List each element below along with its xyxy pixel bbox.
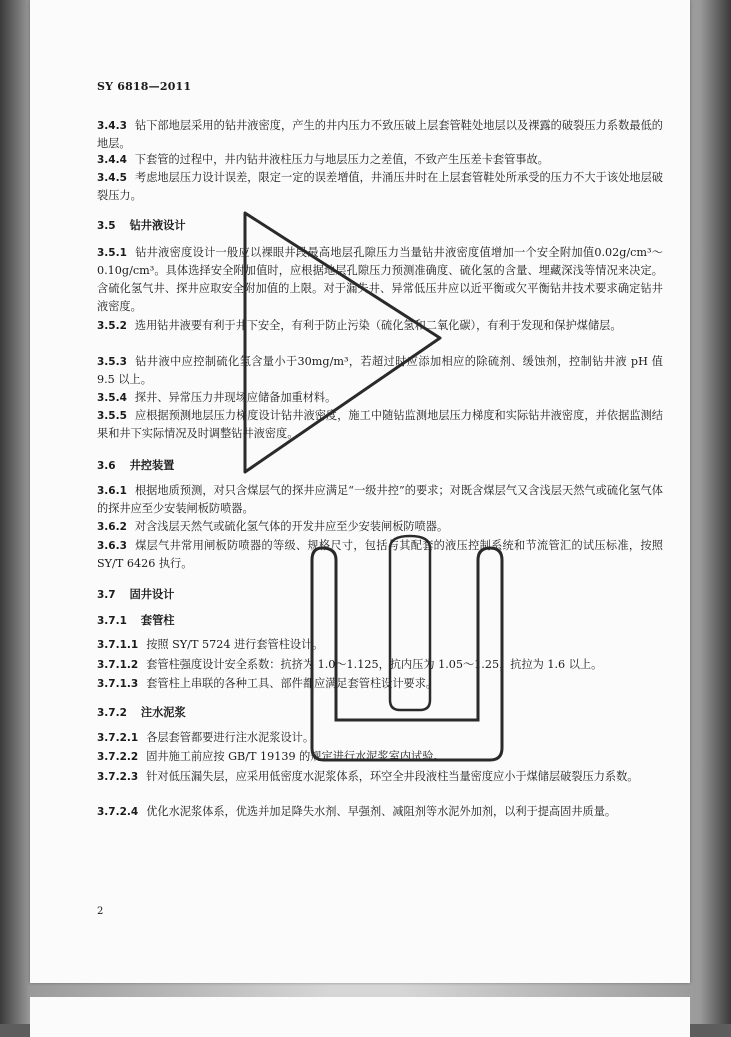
clause-3-7-2-2 [97,748,663,766]
clause-text: 固井施工前应按 GB/T 19139 的规定进行水泥浆室内试验。 [146,750,445,763]
clause-3-6-1 [97,482,663,518]
clause-3-5-3 [97,353,663,389]
clause-text: 对含浅层天然气或硫化氢气体的开发井应至少安装闸板防喷器。 [134,520,449,533]
clause-3-4-5 [97,169,663,205]
clause-text: 钻井液中应控制硫化氢含量小于30mg/m³，若超过时应添加相应的除硫剂、缓蚀剂，控制钻井液 pH 值 9.5 以上。 [97,355,663,386]
clause-number: 3.7.2.2 [97,751,139,763]
clause-number: 3.4.3 [97,120,127,132]
clause-number: 3.5.2 [97,320,127,332]
clause-text: 优化水泥浆体系，优选并加足降失水剂、早强剂、减阻剂等水泥外加剂，以利于提高固井质量。 [146,805,617,818]
clause-3-7-2-4 [97,803,663,821]
clause-number: 3.5.4 [97,392,127,404]
clause-number: 3.5.1 [97,247,127,259]
clause-3-7-2-1 [97,729,663,747]
document-page[interactable] [30,0,690,983]
clause-number: 3.6.1 [97,485,127,497]
clause-number: 3.6.3 [97,540,127,552]
clause-text: 煤层气井常用闸板防喷器的等级、规格尺寸，包括与其配套的液压控制系统和节流管汇的试压标准，按照 SY/T 6426 执行。 [97,539,663,570]
clause-text: 选用钻井液要有利于井下安全，有利于防止污染（硫化氢和二氧化碳），有利于发现和保护煤储层。 [134,319,622,332]
clause-number: 3.7.1.3 [97,678,139,690]
clause-number: 3.4.5 [97,172,127,184]
next-page-edge [30,997,690,1037]
clause-3-7-1-1 [97,636,663,654]
clause-3-5-2 [97,317,663,335]
page-number: 2 [97,906,104,917]
section-heading-3-6: 3.6 井控装置 [97,458,175,472]
clause-text: 套管柱上串联的各种工具、部件都应满足套管柱设计要求。 [146,677,438,690]
clause-text: 按照 SY/T 5724 进行套管柱设计。 [146,638,324,651]
clause-3-4-3 [97,117,663,153]
clause-text: 探井、异常压力井现场应储备加重材料。 [134,391,337,404]
section-heading-3-7: 3.7 固井设计 [97,587,175,601]
clause-3-7-1-2 [97,656,663,674]
clause-3-5-1 [97,244,663,316]
clause-number: 3.7.1.2 [97,659,139,671]
clause-3-7-1-3 [97,675,663,693]
clause-3-7-2-3 [97,768,663,786]
clause-text: 针对低压漏失层，应采用低密度水泥浆体系，环空全井段液柱当量密度应小于煤储层破裂压力系数。 [146,770,639,783]
clause-text: 下套管的过程中，井内钻井液柱压力与地层压力之差值，不致产生压差卡套管事故。 [134,153,549,166]
standard-header: SY 6818—2011 [97,80,192,93]
clause-number: 3.5.3 [97,356,127,368]
clause-text: 应根据预测地层压力梯度设计钻井液密度，施工中随钻监测地层压力梯度和实际钻井液密度，并依据监测结果和井下实际情况及时调整钻井液密度。 [97,409,663,440]
subsection-heading-3-7-1: 3.7.1 套管柱 [97,613,175,627]
clause-3-5-4 [97,389,663,407]
clause-3-6-2 [97,518,663,536]
clause-text: 考虑地层压力设计误差，限定一定的误差增值，井涌压井时在上层套管鞋处所承受的压力不大于该处地层破裂压力。 [97,171,663,202]
clause-3-4-4 [97,151,663,169]
clause-text: 钻井液密度设计一般应以裸眼井段最高地层孔隙压力当量钻井液密度值增加一个安全附加值0.02g/cm³～0.10g/cm³。具体选择安全附加值时，应根据地层孔隙压力预测准确度、硫化氢的含量、埋藏深浅等情况来决定。含硫化氢气井、探井应取安全附加值的上限。对于漏失井、异常低压井应以近平衡或欠平衡钻井技术要求确定钻井液密度。 [97,246,663,313]
clause-3-5-5 [97,407,663,443]
clause-number: 3.7.1.1 [97,639,139,651]
clause-text: 各层套管都要进行注水泥浆设计。 [146,731,315,744]
section-heading-3-5: 3.5 钻井液设计 [97,218,186,232]
clause-number: 3.5.5 [97,410,127,422]
subsection-heading-3-7-2: 3.7.2 注水泥浆 [97,705,186,719]
clause-3-6-3 [97,537,663,573]
clause-number: 3.7.2.1 [97,732,139,744]
clause-text: 套管柱强度设计安全系数：抗挤为 1.0～1.125，抗内压为 1.05～1.25，抗拉为 1.6 以上。 [146,658,603,671]
clause-number: 3.7.2.4 [97,806,139,818]
clause-number: 3.7.2.3 [97,771,139,783]
clause-text: 根据地质预测，对只含煤层气的探井应满足“一级井控”的要求；对既含煤层气又含浅层天然气或硫化氢气体的探井应至少安装闸板防喷器。 [97,484,663,515]
clause-number: 3.4.4 [97,154,127,166]
clause-number: 3.6.2 [97,521,127,533]
clause-text: 钻下部地层采用的钻井液密度，产生的井内压力不致压破上层套管鞋处地层以及裸露的破裂压力系数最低的地层。 [97,119,663,150]
